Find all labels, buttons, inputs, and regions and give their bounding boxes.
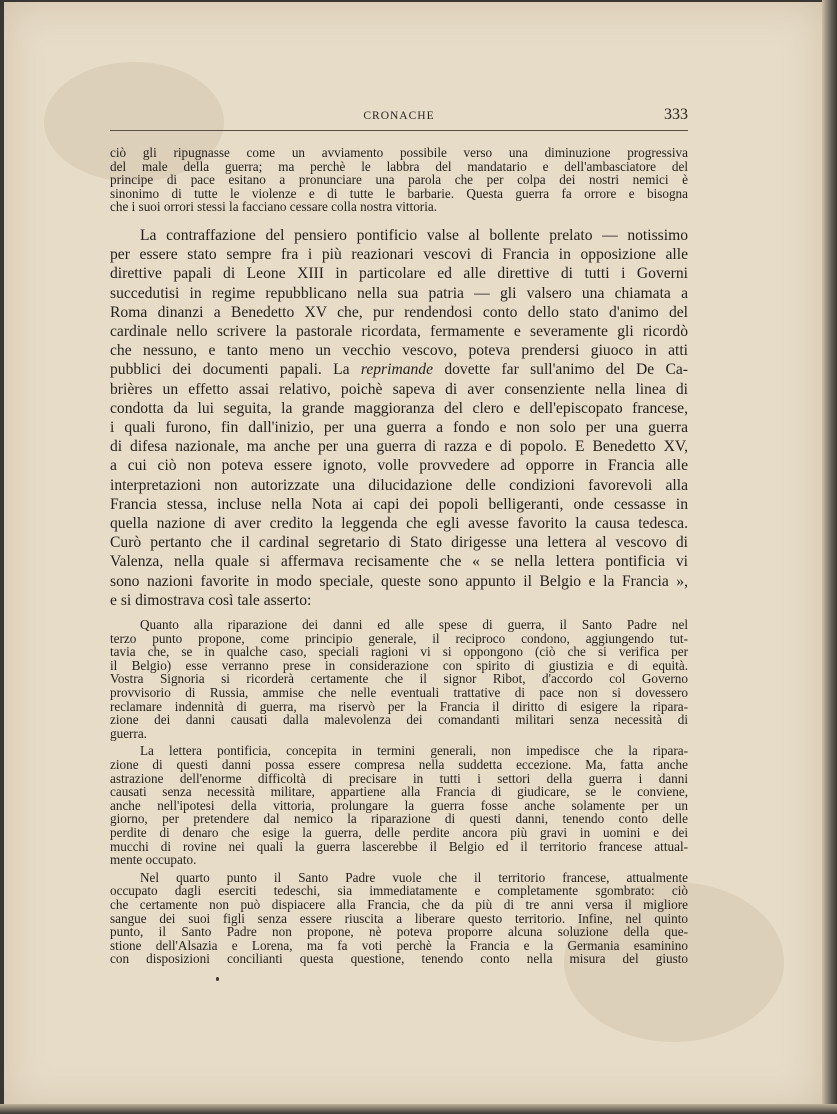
text-line: perdite di denaro che esige la guerra, delle perdite ancora più gravi in uomini e dei <box>110 824 688 840</box>
quote-paragraph <box>110 618 688 740</box>
page-bottom-edge <box>0 1104 837 1114</box>
text-line: terzo punto propone, come principio generale, il reciproco condono, aggiungendo tut- <box>110 630 688 646</box>
text-line: cardinale nello scrivere la pastorale ricordata, fermamente e severamente gli ricordò <box>110 322 688 340</box>
text-line: brières un effetto assai relativo, poichè sapeva di aver consenziente nella linea di <box>110 380 688 398</box>
text-line: Francia stessa, incluse nella Nota ai capi dei popoli belligeranti, onde cessasse in <box>110 495 688 513</box>
text-line: mucchi di rovine nei quali la guerra lascerebbe il Belgio ed il territorio francese attual- <box>110 838 688 854</box>
text-line: Curò pertanto che il cardinal segretario di Stato dirigesse una lettera al vescovo di <box>110 534 688 552</box>
text-line: che nessuno, e tanto meno un vecchio vescovo, poteva prendersi giuoco in atti <box>110 342 688 360</box>
text-line: Vostra Signoria si ricorderà certamente che il signor Ribot, d'accordo col Governo <box>110 671 688 687</box>
text-line: con disposizioni concilianti questa questione, tenendo conto nella misura del giusto <box>110 951 688 967</box>
text-line: Valenza, nella quale si affermava recisamente che « se nella lettera pontificia vi <box>110 553 688 571</box>
text-line: che certamente non può dispiacere alla Francia, che da più di tre anni versa il migliore <box>110 896 688 912</box>
text-line: anche nell'ipotesi della vittoria, prolungare la guerra fosse anche solamente per un <box>110 797 688 813</box>
running-head: CRONACHE <box>363 110 435 122</box>
text-line: sono nazioni favorite in modo speciale, queste sono appunto il Belgio e la Francia », <box>110 572 688 590</box>
page-edge-shadow <box>822 0 837 1114</box>
text-line: La lettera pontificia, concepita in termini generali, non impedisce che la ripara- <box>140 743 688 759</box>
text-line: Nel quarto punto il Santo Padre vuole che il territorio francese, attualmente <box>140 869 688 885</box>
text-line: astrazione dell'enorme difficoltà di precisare in tutti i settori della guerra i danni <box>110 770 688 786</box>
text-line: zione dei danni causati dalla malevolenza dei comandanti militari senza necessità di <box>110 712 688 728</box>
text-line: reclamare indennità di guerra, ma riservò per la Francia il diritto di esigere la ripara- <box>110 698 688 714</box>
text-line: mente occupato. <box>110 852 197 868</box>
text-line: provvisorio di Russia, ammise che nelle eventuali trattative di pace non si dovessero <box>110 685 688 700</box>
quote-paragraph <box>110 871 688 966</box>
text-line: giorno, per pretendere dal nemico la riparazione di questi danni, tenendo conto delle <box>110 811 688 827</box>
text-line: direttive papali di Leone XIII in particolare ed alle direttive di tutti i Governi <box>110 265 688 283</box>
text-line: ciò gli ripugnasse come un avviamento possibile verso una diminuzione progressiva <box>110 145 688 160</box>
text-line: sangue dei suoi figli senza essere riuscita a liberare questo territorio. Infine, nel quinto <box>110 910 688 926</box>
text-line: punto, il Santo Padre non propone, nè poteva proporre alcuna soluzione della que- <box>110 924 688 940</box>
text-line: a cui ciò non poteva essere ignoto, volle provvedere ad opporre in Francia alle <box>110 457 688 475</box>
text-line: zione di questi danni possa essere compresa nella suddetta eccezione. Ma, fatta anche <box>110 756 688 772</box>
text-line: stione dell'Alsazia e Lorena, ma fa voti perchè la Francia e la Germania esaminino <box>110 937 688 953</box>
page-number: 333 <box>664 106 688 123</box>
paragraph-continuation <box>110 146 688 214</box>
text-line: il Belgio) esse verranno prese in considerazione con spirito di giustizia e di equità. <box>110 657 688 673</box>
text-line: interpretazioni non autorizzate una dilucidazione delle condizioni favorevoli alla <box>110 476 688 494</box>
text-line: occupato dagli eserciti tedeschi, sia immediatamente e completamente sgombrato: ciò <box>110 883 688 899</box>
text-line: che i suoi orrori stessi la facciano cessare colla nostra vittoria. <box>110 199 438 215</box>
quote-paragraph <box>110 744 688 866</box>
page-header <box>110 108 688 130</box>
text-line: Roma dinanzi a Benedetto XV che, pur rendendosi conto dello stato d'animo del <box>110 303 688 321</box>
text-line: sinonimo di tutte le violenze e di tutte le barbarie. Questa guerra fa orrore e bisogna <box>110 185 688 201</box>
text-line: e si dimostrava così tale asserto: <box>110 591 312 609</box>
text-line: Quanto alla riparazione dei danni ed alle spese di guerra, il Santo Padre nel <box>140 617 688 633</box>
text-line: tavia che, se in qualche caso, speciali ragioni vi si oppongono (ciò che si verifica per <box>110 644 688 660</box>
text-line: succedutisi in regime repubblicano nella sua patria — gli valsero una chiamata a <box>110 284 688 302</box>
ink-speck <box>216 977 219 981</box>
text-line: guerra. <box>110 725 147 741</box>
header-rule <box>110 130 688 131</box>
text-line: condotta da lui seguita, la grande maggioranza del clero e dell'episcopato francese, <box>110 399 688 417</box>
text-line: del male della guerra; ma perchè le labbra del mandatario e dell'ambasciatore del <box>110 158 688 174</box>
text-line: La contraffazione del pensiero pontificio valse al bollente prelato — notissimo <box>140 226 688 244</box>
text-line: principe di pace esitano a pronunciare una parola che per colpa dei nostri nemici è <box>110 172 688 188</box>
text-line: i quali furono, fin dall'inizio, per una guerra a fondo e non solo per una guerra <box>110 419 688 436</box>
text-line: di difesa nazionale, ma anche per una guerra di razza e di popolo. E Benedetto XV, <box>110 438 688 456</box>
text-line: pubblici dei documenti papali. La reprimande dovette far sull'animo del De Ca- <box>110 361 688 379</box>
paragraph-main <box>110 226 688 610</box>
text-line: per essere stato sempre fra i più reazionari vescovi di Francia in opposizione alle <box>110 246 688 264</box>
text-line: causati senza necessità militare, appartiene alla Francia di giudicare, se le conviene, <box>110 784 688 800</box>
text-line: quella nazione di aver credito la leggenda che egli avesse favorito la causa tedesca. <box>110 515 688 533</box>
block-quote <box>110 618 688 966</box>
body-text <box>110 146 688 966</box>
